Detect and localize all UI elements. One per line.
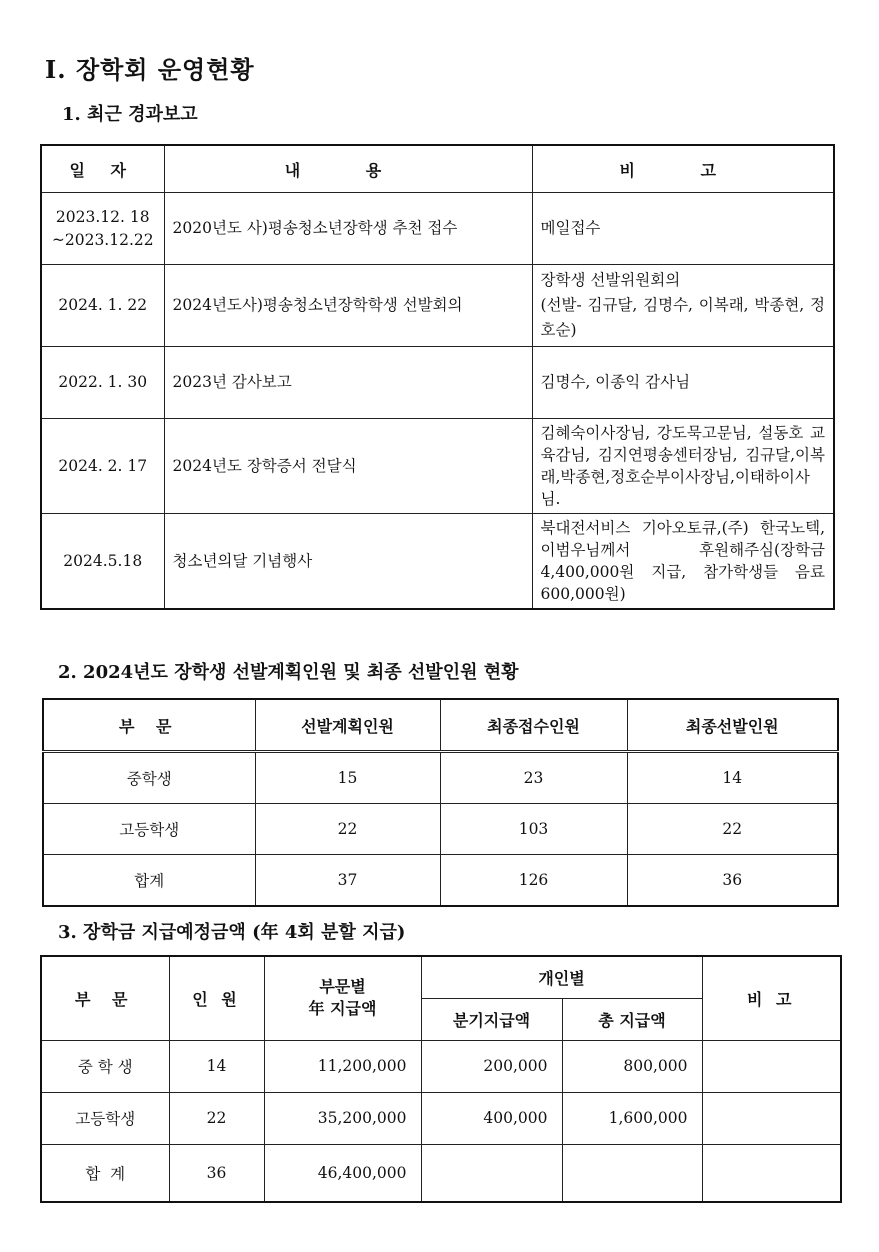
row-note: 메일접수 (532, 193, 834, 265)
progress-report-table (40, 144, 835, 610)
header-received: 최종접수인원 (440, 699, 627, 752)
cell-planned: 22 (255, 804, 440, 855)
cell-received: 23 (440, 752, 627, 804)
cell-category: 합 계 (41, 1144, 169, 1202)
cell-category: 중 학 생 (41, 1040, 169, 1092)
header-selected: 최종선발인원 (627, 699, 838, 752)
table-row (41, 419, 834, 514)
row-note: 장학생 선발위원회의 (선발- 김규달, 김명수, 이복래, 박종현, 정호순) (532, 265, 834, 347)
header-quarterly: 분기지급액 (421, 998, 562, 1040)
table-row (41, 265, 834, 347)
cell-selected: 14 (627, 752, 838, 804)
cell-category: 고등학생 (43, 804, 255, 855)
table-header-row (41, 145, 834, 193)
row-date: 2024.5.18 (41, 514, 164, 610)
cell-category: 고등학생 (41, 1092, 169, 1144)
cell-received: 126 (440, 855, 627, 907)
header-note: 비 고 (532, 145, 834, 193)
row-content: 2020년도 사)평송청소년장학생 추천 접수 (164, 193, 532, 265)
section3-heading: 3. 장학금 지급예정금액 (年 4회 분할 지급) (58, 922, 406, 943)
table-row (43, 804, 838, 855)
cell-people: 22 (169, 1092, 264, 1144)
cell-category: 합계 (43, 855, 255, 907)
cell-planned: 15 (255, 752, 440, 804)
cell-total: 800,000 (562, 1040, 702, 1092)
cell-note (702, 1144, 841, 1202)
header-category: 부 문 (41, 956, 169, 1040)
row-note: 김명수, 이종익 감사님 (532, 347, 834, 419)
cell-people: 36 (169, 1144, 264, 1202)
table-row (41, 193, 834, 265)
table-row (43, 855, 838, 907)
section2-heading: 2. 2024년도 장학생 선발계획인원 및 최종 선발인원 현황 (58, 662, 519, 683)
cell-received: 103 (440, 804, 627, 855)
header-people: 인 원 (169, 956, 264, 1040)
table-row (41, 514, 834, 610)
table-row (41, 347, 834, 419)
cell-dept-total: 11,200,000 (264, 1040, 421, 1092)
row-content: 2024년도사)평송청소년장학학생 선발회의 (164, 265, 532, 347)
row-date: 2023.12. 18 ~2023.12.22 (41, 193, 164, 265)
row-note: 김혜숙이사장님, 강도묵고문님, 설동호 교육감님, 김지연평송센터장님, 김규달,이복래,박종현,정호순부이사장님,이태하이사님. (532, 419, 834, 514)
row-date: 2024. 2. 17 (41, 419, 164, 514)
section1-heading: 1. 최근 경과보고 (62, 104, 198, 125)
cell-note (702, 1092, 841, 1144)
table-row (41, 1144, 841, 1202)
row-date: 2022. 1. 30 (41, 347, 164, 419)
cell-selected: 36 (627, 855, 838, 907)
table-row (41, 1040, 841, 1092)
selection-status-table (42, 698, 839, 907)
row-content: 2023년 감사보고 (164, 347, 532, 419)
scholarship-amount-table (40, 955, 842, 1203)
cell-note (702, 1040, 841, 1092)
header-total: 총 지급액 (562, 998, 702, 1040)
header-planned: 선발계획인원 (255, 699, 440, 752)
cell-quarterly (421, 1144, 562, 1202)
header-category: 부 문 (43, 699, 255, 752)
cell-dept-total: 46,400,000 (264, 1144, 421, 1202)
cell-quarterly: 200,000 (421, 1040, 562, 1092)
row-date: 2024. 1. 22 (41, 265, 164, 347)
cell-planned: 37 (255, 855, 440, 907)
table-header-row (43, 699, 838, 752)
cell-total (562, 1144, 702, 1202)
cell-dept-total: 35,200,000 (264, 1092, 421, 1144)
cell-quarterly: 400,000 (421, 1092, 562, 1144)
table-header-row (41, 956, 841, 998)
table-row (41, 1092, 841, 1144)
cell-selected: 22 (627, 804, 838, 855)
header-individual: 개인별 (421, 956, 702, 998)
page-title: Ⅰ. 장학회 운영현황 (45, 55, 255, 84)
table-row (43, 752, 838, 804)
cell-category: 중학생 (43, 752, 255, 804)
header-content: 내 용 (164, 145, 532, 193)
cell-total: 1,600,000 (562, 1092, 702, 1144)
header-date: 일 자 (41, 145, 164, 193)
header-dept-total: 부문별 年 지급액 (264, 956, 421, 1040)
row-note: 북대전서비스 기아오토큐,(주) 한국노텍, 이범우님께서 후원해주심(장학금 4,400,000원 지급, 참가학생들 음료 600,000원) (532, 514, 834, 610)
row-content: 청소년의달 기념행사 (164, 514, 532, 610)
header-note: 비 고 (702, 956, 841, 1040)
row-content: 2024년도 장학증서 전달식 (164, 419, 532, 514)
cell-people: 14 (169, 1040, 264, 1092)
